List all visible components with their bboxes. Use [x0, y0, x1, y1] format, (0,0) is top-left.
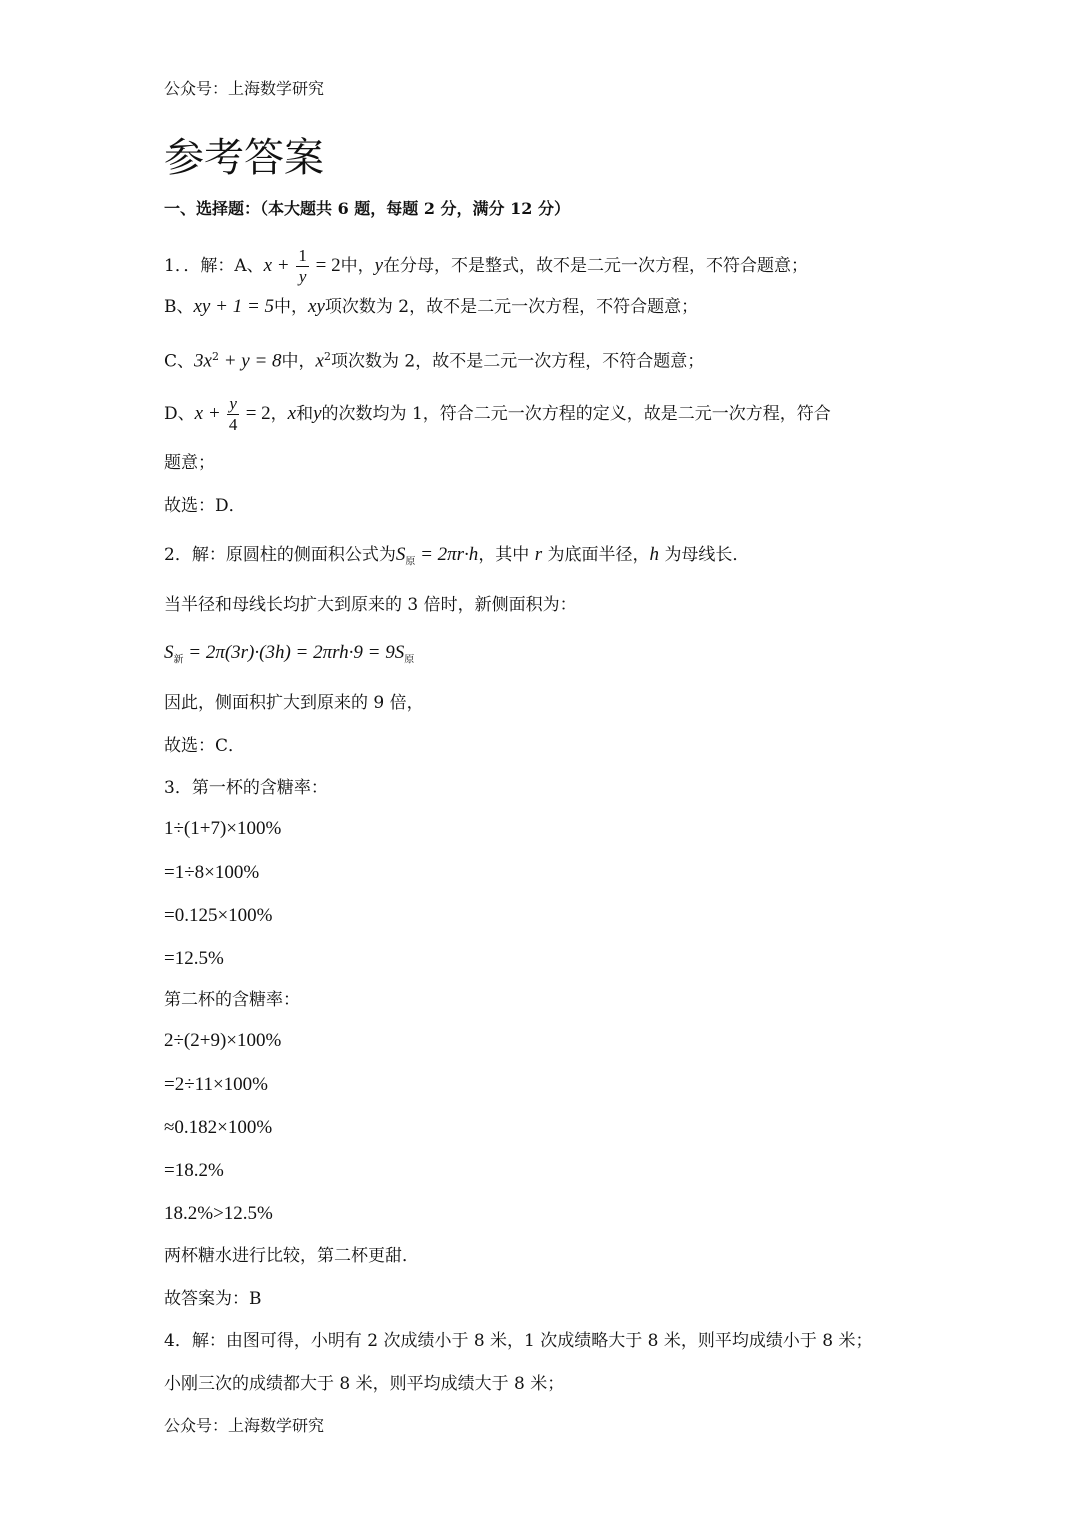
- q1-c-mid: 中，: [281, 351, 316, 372]
- q1-b-text: 项次数为 2，故不是二元一次方程，不符合题意；: [324, 297, 699, 317]
- q1-d-frac-den: 4: [228, 415, 238, 434]
- page-header: 公众号：上海数学研究: [164, 79, 325, 98]
- q1-c-var: x: [315, 350, 324, 372]
- q3-calc1-step4: =12.5%: [164, 948, 224, 969]
- q2-l1-expr: = 2πr·h: [415, 544, 479, 565]
- q1-d-frac-num: y: [229, 394, 237, 413]
- q1-line-c: [164, 346, 704, 373]
- q3-calc2-step1: 2÷(2+9)×100%: [164, 1030, 282, 1051]
- q3-calc2-step4: =18.2%: [164, 1160, 224, 1181]
- q2-l1-h: h: [649, 544, 660, 565]
- q1-c-var-exp: 2: [323, 350, 331, 363]
- q1-d-var2: y: [313, 403, 322, 424]
- q1-a-expr-post: = 2: [310, 255, 341, 276]
- q2-l1-text1: 为底面半径，: [547, 545, 650, 565]
- q1-c-prefix: C、: [164, 351, 195, 372]
- q1-a-prefix: 1．．解：A、: [164, 256, 264, 276]
- q2-line3: [164, 642, 414, 671]
- q3-calc1-step3: =0.125×100%: [164, 905, 273, 926]
- q2-l3-sub: 新: [173, 654, 184, 666]
- page-title: 参考答案: [164, 135, 324, 181]
- q1-d-mid: ，: [270, 404, 288, 424]
- q1-a-frac-num: 1: [298, 246, 307, 265]
- q1-a-mid: 中，: [340, 256, 375, 276]
- q3-calc2-step3: ≈0.182×100%: [164, 1117, 273, 1138]
- q2-line4: 因此，侧面积扩大到原来的 9 倍，: [164, 693, 424, 713]
- q3-conclusion: 两杯糖水进行比较，第二杯更甜．: [164, 1246, 419, 1266]
- q1-b-expr: xy + 1 = 5: [193, 296, 275, 317]
- q1-c-expr1: 3x: [194, 350, 212, 372]
- q2-l1-sub: 原: [405, 556, 416, 568]
- q1-d-prefix: D、: [164, 404, 195, 424]
- q1-b-var: xy: [308, 296, 325, 317]
- q1-c-text: 项次数为 2，故不是二元一次方程，不符合题意；: [330, 351, 705, 372]
- q2-l1-mid: ，其中: [478, 545, 530, 565]
- q1-choice: 故选：D．: [164, 496, 246, 516]
- q1-d-expr-post: = 2: [240, 403, 271, 424]
- q1-a-expr-pre: x +: [263, 255, 295, 276]
- q2-l3-expr: = 2π(3r)·(3h) = 2πrh·9 = 9S: [183, 642, 405, 663]
- q1-line-b: [164, 296, 698, 318]
- q1-c-exp: 2: [211, 350, 219, 363]
- q1-d-text: 的次数均为 1，符合二元一次方程的定义，故是二元一次方程，符合: [321, 404, 831, 424]
- q1-b-prefix: B、: [164, 297, 194, 317]
- q2-line2: 当半径和母线长均扩大到原来的 3 倍时，新侧面积为：: [164, 595, 577, 615]
- q1-b-mid: 中，: [274, 297, 309, 317]
- q3-calc1-step1: 1÷(1+7)×100%: [164, 818, 282, 839]
- q1-line-d-cont: 题意；: [164, 453, 215, 473]
- q1-d-var1: x: [287, 403, 297, 424]
- q2-l1-S: S: [395, 544, 406, 565]
- q2-line1: [164, 544, 749, 573]
- q1-d-expr-pre: x +: [194, 403, 226, 424]
- q1-a-text: 在分母，不是整式，故不是二元一次方程，不符合题意；: [383, 256, 809, 276]
- q1-line-a: [164, 246, 808, 287]
- q2-choice: 故选：C．: [164, 736, 246, 756]
- q3-answer: 故答案为：B: [164, 1289, 262, 1309]
- q2-l3-sub2: 原: [404, 654, 415, 666]
- q3-compare: 18.2%>12.5%: [164, 1203, 273, 1224]
- q3-title2: 第二杯的含糖率：: [164, 990, 300, 1010]
- q1-line-d: [164, 394, 831, 435]
- q2-l1-text2: 为母线长．: [664, 545, 750, 565]
- page-footer: 公众号：上海数学研究: [164, 1416, 325, 1435]
- q3-calc1-step2: =1÷8×100%: [164, 862, 260, 883]
- q2-l3-S: S: [164, 642, 174, 663]
- q3-title1: 3．第一杯的含糖率：: [164, 778, 328, 798]
- q1-a-frac-den: y: [298, 267, 307, 286]
- q2-l1-prefix: 2．解：原圆柱的侧面积公式为: [164, 545, 396, 565]
- q4-line2: 小刚三次的成绩都大于 8 米，则平均成绩大于 8 米；: [164, 1374, 565, 1394]
- q1-d-fraction: [227, 394, 239, 435]
- q1-c-expr2: + y = 8: [218, 350, 282, 372]
- q4-line1: 4．解：由图可得，小明有 2 次成绩小于 8 米，1 次成绩略大于 8 米，则平均成绩小于 8 米；: [164, 1331, 873, 1351]
- q3-calc2-step2: =2÷11×100%: [164, 1074, 268, 1095]
- section-heading: 一、选择题：（本大题共 6 题，每题 2 分，满分 12 分）: [164, 199, 570, 218]
- q1-a-fraction: [296, 246, 309, 287]
- q1-d-and: 和: [296, 404, 314, 424]
- q2-l1-r: r: [534, 544, 543, 565]
- q1-a-var: y: [374, 255, 384, 276]
